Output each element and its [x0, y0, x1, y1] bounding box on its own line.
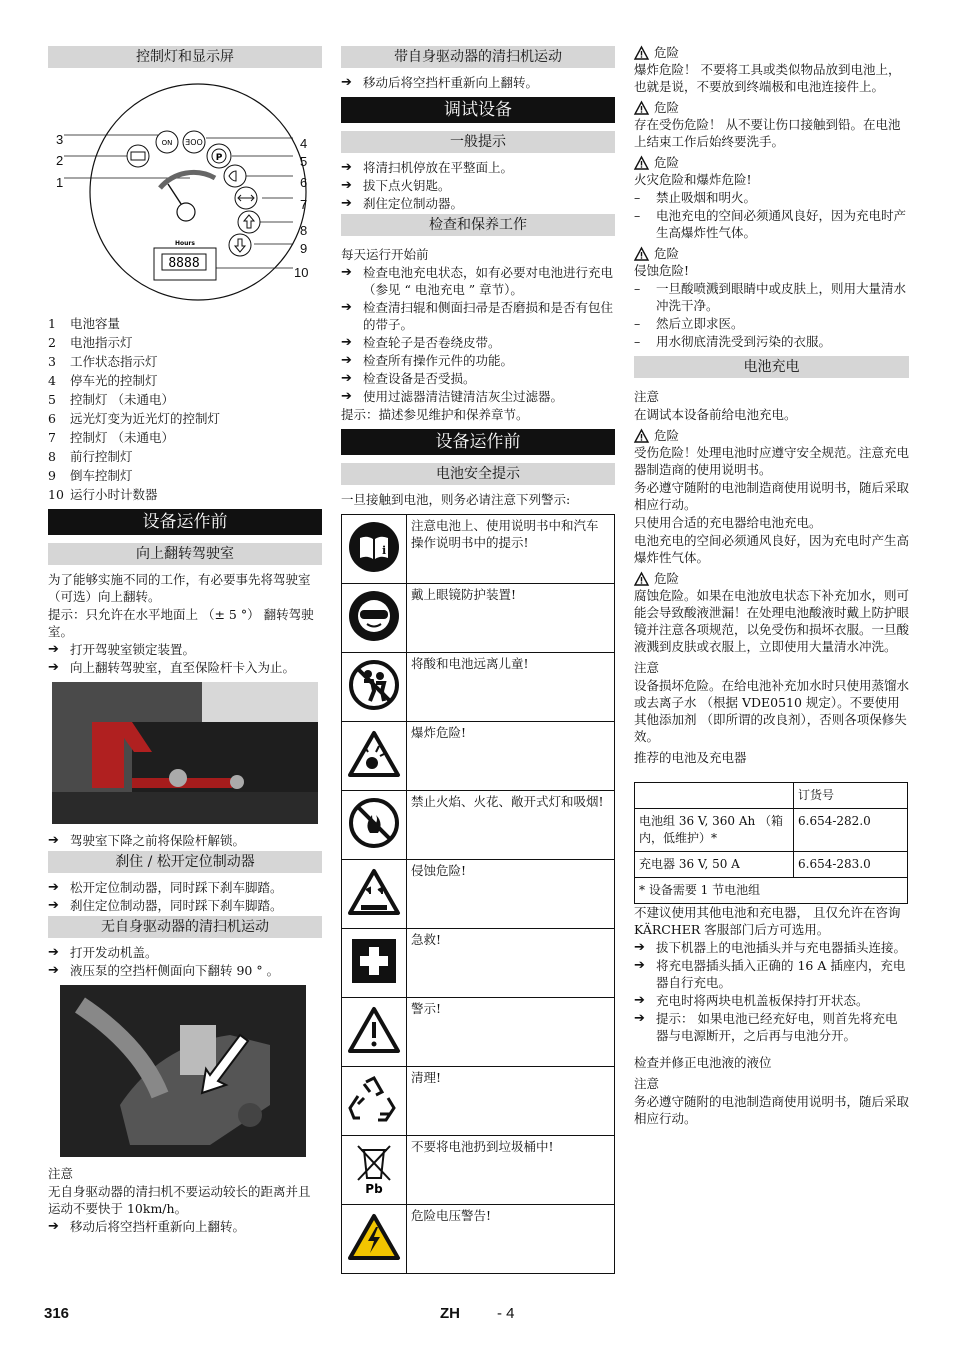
heading-tilt-cab: 向上翻转驾驶室 [48, 543, 322, 565]
step: ➔ 液压泵的空挡杆侧面向下翻转 90 ° 。 [48, 963, 280, 978]
legend-item: 1 电池容量 [48, 316, 121, 331]
safety-text: 戴上眼镜防护装置! [407, 584, 615, 653]
table-cell: 6.654-283.0 [794, 852, 908, 878]
step: ➔ 提示： 如果电池已经充好电，则首先将充电器与电源断开，之后再与电池分开。 [634, 1011, 898, 1043]
heading-control-lights: 控制灯和显示屏 [48, 46, 322, 68]
step: ➔ 刹住定位制动器，同时踩下刹车脚踏。 [48, 898, 283, 913]
heading-battery-safety: 电池安全提示 [341, 463, 615, 485]
warning-triangle-icon [634, 572, 649, 586]
danger-text: 只使用合适的充电器给电池充电。 [634, 515, 822, 530]
no-children-icon [348, 659, 400, 711]
table-header: 订货号 [794, 783, 908, 809]
arrow-icon: ➔ [341, 178, 352, 193]
battery-safety-intro: 一旦接触到电池，则务必请注意下列警示: [341, 492, 571, 507]
warning-icon [348, 1006, 400, 1054]
table-cell: 充电器 36 V, 50 A [635, 852, 794, 878]
fluid-title: 检查并修正电池液的液位 [634, 1055, 772, 1070]
table-row [342, 584, 615, 653]
pb-label: Pb [365, 1182, 383, 1196]
safety-text: 侵蚀危险! [407, 860, 615, 929]
legend-item: 10 运行小时计数器 [48, 487, 158, 502]
tilt-text: 为了能够实施不同的工作，有必要事先将驾驶室 （可选）向上翻转。 [48, 572, 311, 604]
legend-item: 7 控制灯 （未通电） [48, 430, 174, 445]
danger-text: 存在受伤危险！ 从不要让伤口接触到铅。在电池上结束工作后始终要洗手。 [634, 117, 901, 149]
table-cell: 6.654-282.0 [794, 809, 908, 852]
safety-bar-photo [52, 682, 318, 824]
danger-heading: 危险 [634, 99, 909, 116]
arrow-icon: ➔ [48, 963, 59, 978]
table-row [342, 998, 615, 1067]
table-row [635, 783, 908, 809]
heading-move-with-drive: 带自身驱动器的清扫机运动 [341, 46, 615, 68]
step: ➔ 充电时将两块电机盖板保持打开状态。 [634, 993, 869, 1008]
battery-table [634, 782, 908, 904]
step: ➔ 拔下机器上的电池插头并与充电器插头连接。 [634, 940, 907, 955]
tilt-hint: 提示：只允许在水平地面上 （± 5 °） 翻转驾驶室。 [48, 607, 314, 639]
table-row [635, 809, 908, 852]
check-intro: 每天运行开始前 [341, 247, 429, 262]
note-text: 务必遵守随附的电池制造商使用说明书，随后采取相应行动。 [634, 1094, 910, 1126]
no-trash-icon [348, 1140, 400, 1196]
recycle-icon [348, 1074, 400, 1124]
warning-triangle-icon [634, 429, 649, 443]
danger-text: 受伤危险！处理电池时应遵守安全规范。注意充电器制造商的使用说明书。 [634, 445, 910, 477]
safety-text: 注意电池上、使用说明书中和汽车操作说明书中的提示! [407, 515, 615, 584]
step: ➔ 驾驶室下降之前将保险杆解锁。 [48, 833, 246, 848]
corrosive-icon [348, 868, 400, 916]
note-text: 设备损坏危险。在给电池补充加水时只使用蒸馏水或去离子水 （根据 VDE0510 规定）。不要使用其他添加剂 （即所谓的改良剂），否则各项保修失效。 [634, 678, 910, 744]
column-2 [341, 44, 615, 1274]
safety-text: 禁止火焰、火花、敞开式灯和吸烟! [407, 791, 615, 860]
step: ➔ 向上翻转驾驶室，直至保险杆卡入为止。 [48, 660, 296, 675]
arrow-icon: ➔ [341, 389, 352, 404]
danger-heading: 危险 [634, 245, 909, 262]
safety-text: 危险电压警告! [407, 1205, 615, 1274]
note-label: 注意 [634, 389, 660, 404]
step: ➔ 将清扫机停放在平整面上。 [341, 160, 514, 175]
table-row [342, 791, 615, 860]
heading-before-operation-2: 设备运作前 [341, 429, 615, 455]
warning-triangle-icon [634, 46, 649, 60]
legend-list [48, 315, 322, 503]
no-fire-icon [348, 797, 400, 849]
callout-1: 1 [56, 175, 64, 190]
high-voltage-icon [348, 1213, 400, 1261]
step: ➔ 使用过滤器清洁键清洁灰尘过滤器。 [341, 389, 564, 404]
safety-text: 急救! [407, 929, 615, 998]
list-item: – 用水彻底清洗受到污染的衣服。 [634, 334, 832, 349]
table-row [342, 1067, 615, 1136]
column-3 [634, 44, 909, 1128]
arrow-icon: ➔ [341, 300, 352, 315]
warning-triangle-icon [634, 156, 649, 170]
note-label: 注意 [634, 660, 660, 675]
table-row [342, 1205, 615, 1274]
step: ➔ 移动后将空挡杆重新向上翻转。 [341, 75, 539, 90]
table-row [342, 722, 615, 791]
check-hint: 提示：描述参见维护和保养章节。 [341, 407, 529, 422]
warning-triangle-icon [634, 247, 649, 261]
list-item: – 禁止吸烟和明火。 [634, 190, 757, 205]
step: ➔ 打开驾驶室锁定装置。 [48, 642, 196, 657]
heading-move-without-drive: 无自身驱动器的清扫机运动 [48, 916, 322, 938]
heading-check-maintenance: 检查和保养工作 [341, 214, 615, 236]
page-number: 316 [44, 1305, 70, 1322]
explosion-icon [348, 730, 400, 778]
step: ➔ 检查电池充电状态，如有必要对电池进行充电 （参见 “ 电池充电 ” 章节）。 [341, 265, 614, 297]
table-row [342, 1136, 615, 1205]
heading-before-operation: 设备运作前 [48, 509, 322, 535]
safety-text: 不要将电池扔到垃圾桶中! [407, 1136, 615, 1205]
hydraulic-pump-photo [60, 985, 306, 1157]
goggles-icon [348, 590, 400, 642]
table-cell: 电池组 36 V, 360 Ah （箱内，低维护）* [635, 809, 794, 852]
callout-9: 9 [300, 241, 308, 256]
control-panel-figure [48, 74, 322, 280]
arrow-icon: ➔ [341, 371, 352, 386]
callout-3: 3 [56, 132, 64, 147]
step: ➔ 检查轮子是否卷绕皮带。 [341, 335, 501, 350]
table-row [342, 860, 615, 929]
step: ➔ 检查清扫辊和侧面扫帚是否磨损和是否有包住的带子。 [341, 300, 614, 332]
heading-general-notes: 一般提示 [341, 131, 615, 153]
list-item: – 一旦酸喷溅到眼睛中或皮肤上，则用大量清水冲洗干净。 [634, 281, 907, 313]
step: ➔ 检查所有操作元件的功能。 [341, 353, 514, 368]
step: ➔ 检查设备是否受损。 [341, 371, 476, 386]
legend-item: 3 工作状态指示灯 [48, 354, 158, 369]
table-row [635, 852, 908, 878]
table-row [342, 515, 615, 584]
legend-item: 4 停车光的控制灯 [48, 373, 158, 388]
callout-10: 10 [294, 265, 309, 280]
language-code: ZH [440, 1305, 460, 1322]
on-label: ON [161, 139, 173, 147]
legend-item: 6 远光灯变为近光灯的控制灯 [48, 411, 221, 426]
danger-text: 爆炸危险！ 不要将工具或类似物品放到电池上，也就是说，不要放到终端极和电池连接件上。 [634, 62, 901, 94]
safety-table [341, 514, 615, 1274]
arrow-icon: ➔ [341, 160, 352, 175]
arrow-icon: ➔ [48, 880, 59, 895]
hours-label: Hours [175, 240, 195, 247]
legend-item: 9 倒车控制灯 [48, 468, 133, 483]
safety-text: 清理! [407, 1067, 615, 1136]
page-subnumber: - 4 [497, 1305, 515, 1322]
legend-item: 8 前行控制灯 [48, 449, 133, 464]
note-text: 无自身驱动器的清扫机不要运动较长的距离并且运动不要快于 10km/h。 [48, 1184, 311, 1216]
arrow-icon: ➔ [341, 265, 352, 280]
manual-icon [348, 521, 400, 573]
table-footnote: * 设备需要 1 节电池组 [635, 878, 908, 904]
step: ➔ 松开定位制动器，同时踩下刹车脚踏。 [48, 880, 283, 895]
first-aid-icon [350, 937, 398, 985]
svg-text:8888: 8888 [168, 256, 200, 271]
legend-item: 5 控制灯 （未通电） [48, 392, 174, 407]
arrow-icon: ➔ [341, 196, 352, 211]
danger-text: 火灾危险和爆炸危险! [634, 172, 752, 187]
warning-triangle-icon [634, 101, 649, 115]
arrow-icon: ➔ [341, 335, 352, 350]
step: ➔ 打开发动机盖。 [48, 945, 158, 960]
list-item: – 电池充电的空间必须通风良好，因为充电时产生高爆炸性气体。 [634, 208, 907, 240]
note-label: 注意 [634, 1076, 660, 1091]
svg-text:i: i [382, 544, 387, 557]
safety-text: 警示! [407, 998, 615, 1067]
note-label: 注意 [48, 1166, 74, 1181]
callout-5: 5 [300, 154, 308, 169]
control-panel-diagram [48, 74, 322, 271]
table-cell [635, 783, 794, 809]
heading-commissioning: 调试设备 [341, 97, 615, 123]
arrow-icon: ➔ [634, 1011, 645, 1026]
note-text: 在调试本设备前给电池充电。 [634, 407, 797, 422]
step: ➔ 拔下点火钥匙。 [341, 178, 451, 193]
svg-text:ƎOO: ƎOO [185, 138, 203, 147]
step: ➔ 移动后将空挡杆重新向上翻转。 [48, 1219, 246, 1234]
arrow-icon: ➔ [48, 898, 59, 913]
danger-heading: 危险 [634, 427, 909, 444]
danger-heading: 危险 [634, 154, 909, 171]
arrow-icon: ➔ [48, 642, 59, 657]
arrow-icon: ➔ [341, 353, 352, 368]
safety-text: 爆炸危险! [407, 722, 615, 791]
heading-battery-charging: 电池充电 [634, 356, 909, 378]
legend-item: 2 电池指示灯 [48, 335, 133, 350]
callout-6: 6 [300, 175, 308, 190]
column-1 [48, 44, 322, 1236]
arrow-icon: ➔ [341, 75, 352, 90]
arrow-icon: ➔ [48, 833, 59, 848]
table-row [635, 878, 908, 904]
danger-text: 侵蚀危险! [634, 263, 690, 278]
after-table-text: 不建议使用其他电池和充电器， 且仅允许在咨询 KÄRCHER 客服部门后方可选用。 [634, 905, 901, 937]
safety-text: 将酸和电池远离儿童! [407, 653, 615, 722]
step: ➔ 刹住定位制动器。 [341, 196, 464, 211]
arrow-icon: ➔ [634, 993, 645, 1008]
arrow-icon: ➔ [634, 958, 645, 973]
list-item: – 然后立即求医。 [634, 316, 744, 331]
danger-heading: 危险 [634, 44, 909, 61]
arrow-icon: ➔ [634, 940, 645, 955]
danger-text: 腐蚀危险。如果在电池放电状态下补充加水，则可能会导致酸液泄漏！在处理电池酸液时戴上防护眼镜并注意各项规范，以免受伤和损坏衣服。一旦酸液溅到皮肤或衣服上，立即使用大量清水冲洗。 [634, 588, 910, 654]
danger-text: 务必遵守随附的电池制造商使用说明书，随后采取相应行动。 [634, 480, 910, 512]
svg-text:P: P [215, 153, 223, 163]
recommended-title: 推荐的电池及充电器 [634, 750, 747, 765]
arrow-icon: ➔ [48, 1219, 59, 1234]
callout-4: 4 [300, 136, 308, 151]
table-row [342, 653, 615, 722]
callout-2: 2 [56, 153, 64, 168]
table-row [342, 929, 615, 998]
danger-heading: 危险 [634, 570, 909, 587]
danger-text: 电池充电的空间必须通风良好，因为充电时产生高爆炸性气体。 [634, 533, 910, 565]
step: ➔ 将充电器插头插入正确的 16 A 插座内，充电器自行充电。 [634, 958, 906, 990]
heading-parking-brake: 刹住 / 松开定位制动器 [48, 851, 322, 873]
callout-8: 8 [300, 223, 308, 238]
arrow-icon: ➔ [48, 660, 59, 675]
callout-7: 7 [300, 197, 308, 212]
arrow-icon: ➔ [48, 945, 59, 960]
